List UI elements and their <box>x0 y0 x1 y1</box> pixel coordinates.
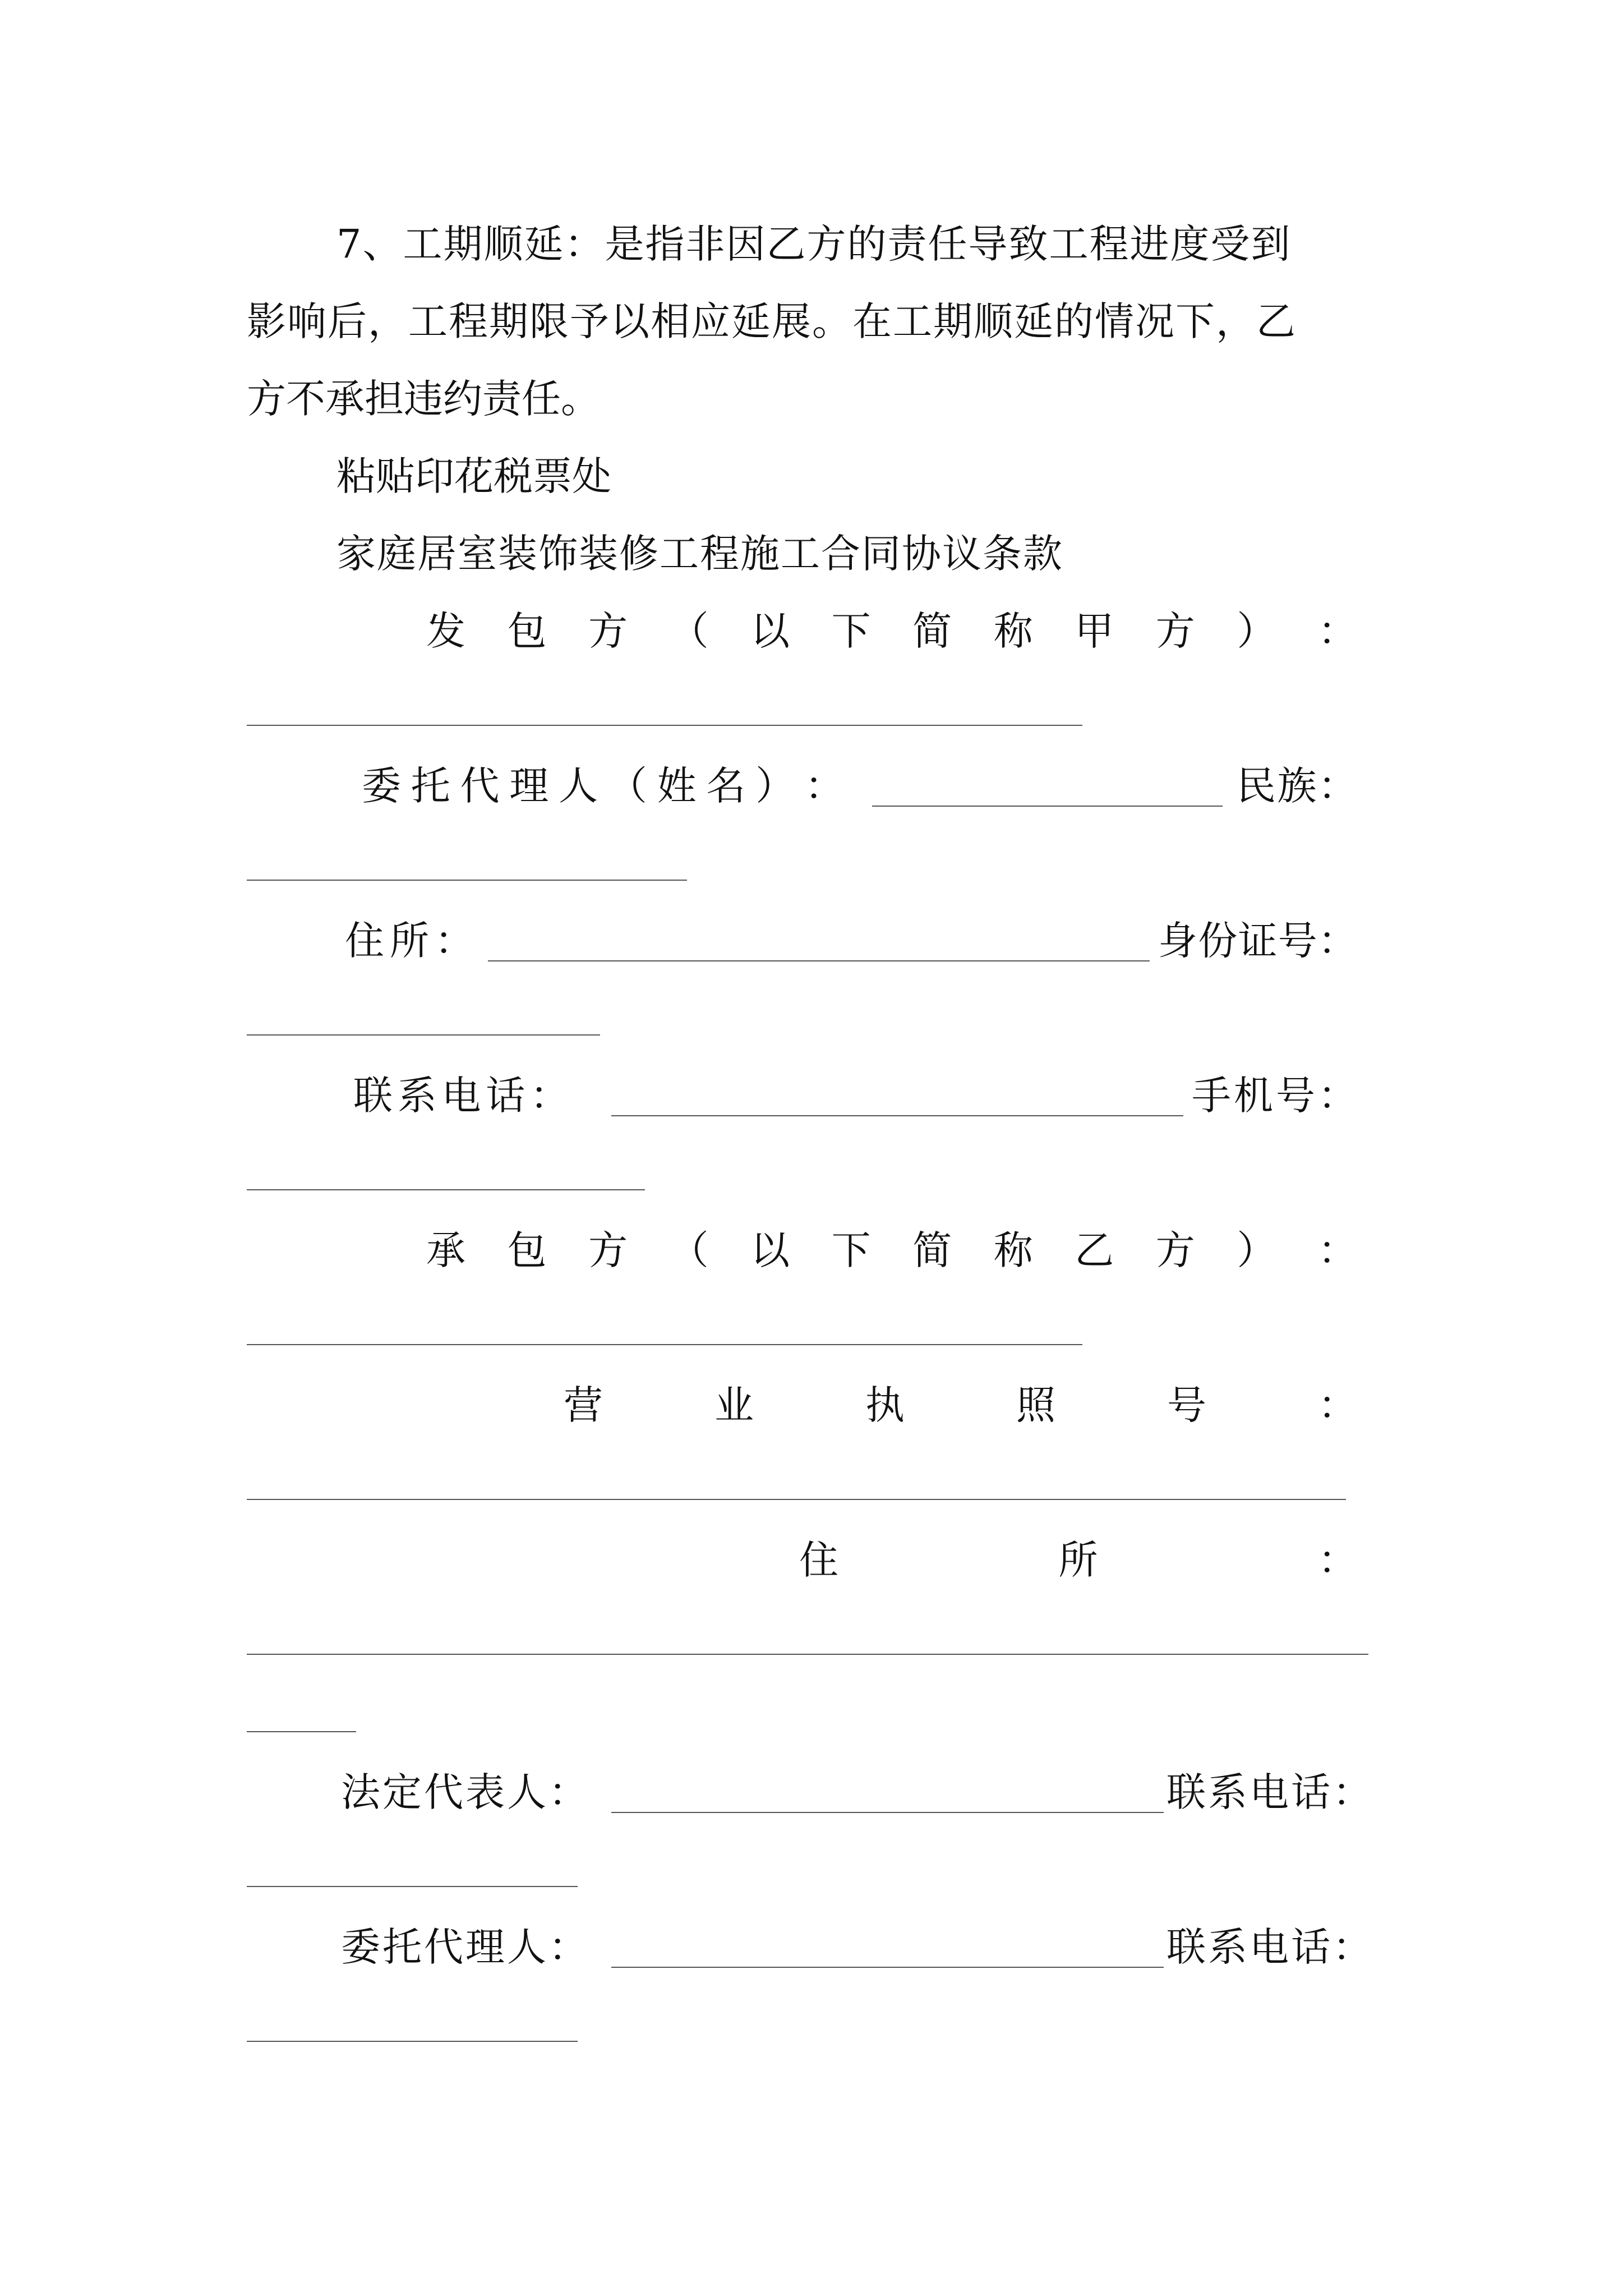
party-b-label: 承 包 方 （ 以 下 简 称 乙 方 ） ： <box>426 1227 1357 1273</box>
party-b-address-blank-2[interactable] <box>247 1731 356 1732</box>
party-a-address-blank[interactable] <box>488 960 1150 961</box>
party-a-id-label: 身 份 证 号 ： <box>1158 918 1357 964</box>
party-b-agent-blank[interactable] <box>611 1967 1164 1968</box>
party-a-phone-label: 联 系 电 话 ： <box>353 1073 569 1119</box>
party-a-ethnicity-label: 民 族 ： <box>1237 763 1357 809</box>
party-a-mobile-label: 手 机 号 ： <box>1192 1073 1357 1119</box>
party-b-address-label: 住 所 ： <box>799 1537 1357 1583</box>
party-a-mobile-blank[interactable] <box>247 1189 645 1190</box>
party-a-label: 发 包 方 （ 以 下 简 称 甲 方 ） ： <box>426 608 1357 654</box>
party-b-legal-rep-phone-blank[interactable] <box>247 1886 578 1887</box>
party-b-legal-rep-blank[interactable] <box>611 1812 1164 1813</box>
party-a-agent-blank[interactable] <box>872 806 1223 807</box>
party-a-id-blank[interactable] <box>247 1034 600 1036</box>
party-b-agent-phone-label: 联系电话： <box>1166 1924 1374 1970</box>
party-b-legal-rep-phone-label: 联系电话： <box>1166 1769 1374 1815</box>
stamp-note: 粘贴印花税票处 <box>336 453 611 499</box>
party-b-license-blank[interactable] <box>247 1499 1346 1500</box>
party-a-phone-blank[interactable] <box>611 1115 1183 1116</box>
party-b-address-blank-1[interactable] <box>247 1654 1368 1655</box>
clause7-line2: 影响后，工程期限予以相应延展。在工期顺延的情况下，乙 <box>247 298 1297 344</box>
party-a-agent-label: 委 托 代 理 人 （ 姓 名 ） ： <box>362 763 844 809</box>
contract-title: 家庭居室装饰装修工程施工合同协议条款 <box>336 531 1063 577</box>
clause7-line1: 7、工期顺延：是指非因乙方的责任导致工程进度受到 <box>336 221 1292 267</box>
party-a-ethnicity-blank[interactable] <box>247 880 687 881</box>
party-b-license-label: 营 业 执 照 号 ： <box>564 1382 1357 1428</box>
party-a-name-blank[interactable] <box>247 725 1082 726</box>
party-a-address-label: 住 所 ： <box>345 918 474 964</box>
party-b-legal-rep-label: 法定代表人： <box>341 1769 590 1815</box>
party-b-name-blank[interactable] <box>247 1344 1082 1345</box>
party-b-agent-phone-blank[interactable] <box>247 2041 578 2042</box>
clause7-line3: 方不承担违约责任。 <box>247 376 600 422</box>
party-b-agent-label: 委托代理人： <box>341 1924 590 1970</box>
